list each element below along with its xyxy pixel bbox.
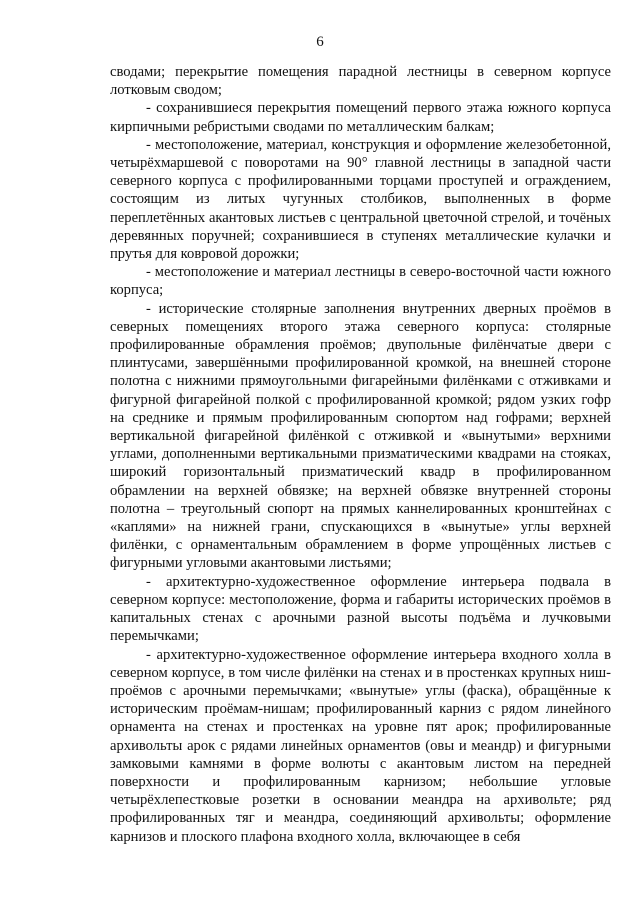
paragraph: - архитектурно-художественное оформление интерьера подвала в северном корпусе: местоположение, форма и габариты исторических проёмов в капитальных стенах с арочными разной высоты подъёма и лучковыми перемычками;: [110, 573, 611, 645]
paragraph: - местоположение и материал лестницы в северо-восточной части южного корпуса;: [110, 264, 611, 299]
paragraph: - архитектурно-художественное оформление интерьера входного холла в северном корпусе, в том числе филёнки на стенах и в простенках крупных ниш-проёмов с арочными перемычками; «вынутые» углы (фаска), обращённые к историческим проёмам-нишам; профилированный карниз с рядом линейного орнамента на стенах и простенках на уровне пят арок; профилированные архивольты арок с рядами линейных орнаментов (овы и меандр) и фигурными замковыми камнями в форме волюты с акантовым листом на передней поверхности и профилированным карнизом; небольшие угловые четырёхлепестковые розетки в основании меандра на архивольте; ряд профилированных тяг и меандра, соединяющий архивольты; оформление карнизов и плоского плафона входного холла, включающее в себя: [110, 646, 611, 845]
paragraph: - сохранившиеся перекрытия помещений первого этажа южного корпуса кирпичными ребристыми сводами по металлическим балкам;: [110, 100, 611, 135]
paragraph: сводами; перекрытие помещения парадной лестницы в северном корпусе лотковым сводом;: [110, 64, 611, 99]
paragraph: - исторические столярные заполнения внутренних дверных проёмов в северных помещениях второго этажа северного корпуса: столярные профилированные обрамления проёмов; двупольные филёнчатые двери с плинтусами, завершёнными профилированной кромкой, на внешней стороне полотна с нижними прямоугольными фигарейными филёнками с отживками и фигурной фигарейной полкой с профилированной кромкой; рядом узких гофр на среднике и прямым профилированным сюпортом над гофрами; верхней вертикальной фигарейной филёнкой с отживкой и «вынутыми» верхними углами, дополненными вертикальными призматическими квадрами на стояках, широкий горизонтальный призматический квадр в профилированном обрамлении на верхней обвязке; на верхней обвязке внутренней стороны полотна – треугольный сюпорт на прямых каннелированных кронштейнах с «каплями» на нижней грани, спускающихся в «вынутые» углы верхней филёнки, с орнаментальным обрамлением в форме упрощённых листьев с фигурными угловыми акантовыми листьями;: [110, 300, 611, 572]
paragraph: - местоположение, материал, конструкция и оформление железобетонной, четырёхмаршевой с поворотами на 90° главной лестницы в западной части северного корпуса с профилированными торцами проступей и ограждением, состоящим из литых чугунных столбиков, выполненных в форме переплетённых акантовых листьев с центральной цветочной стрелой, и точёных деревянных поручней; сохранившиеся в ступенях металлические кулачки и прутья для ковровой дорожки;: [110, 136, 611, 263]
page-body: [110, 63, 611, 846]
page-number: 6: [316, 34, 324, 50]
